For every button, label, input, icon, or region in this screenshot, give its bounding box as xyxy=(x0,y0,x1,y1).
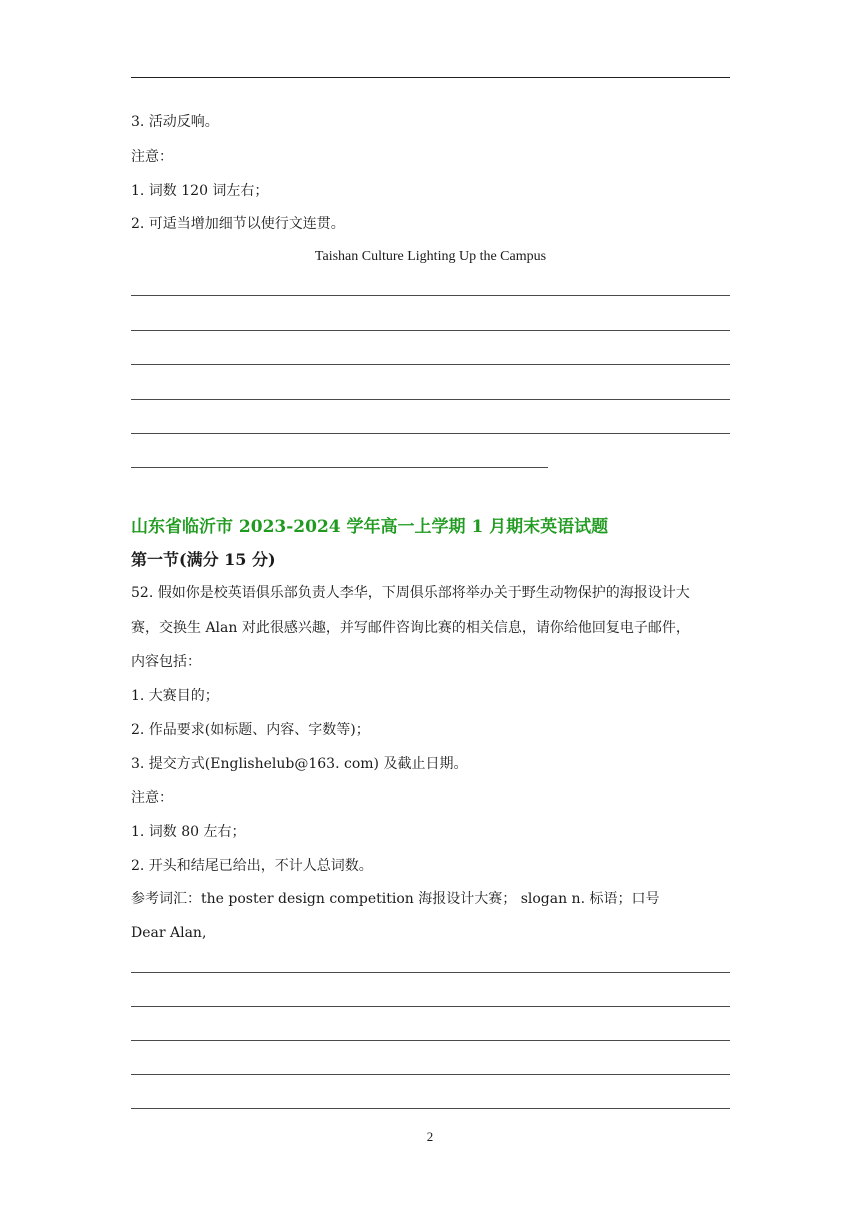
writing-line xyxy=(131,1074,730,1075)
item-3: 3. 活动反响。 xyxy=(131,114,219,130)
note-label: 注意： xyxy=(131,149,173,165)
writing-line xyxy=(131,295,730,296)
writing-line xyxy=(131,1040,730,1041)
note-1: 1. 词数 120 词左右； xyxy=(131,183,269,199)
greeting: Dear Alan, xyxy=(131,925,207,941)
header-rule xyxy=(131,77,730,78)
exam-title: 山东省临沂市 2023-2024 学年高一上学期 1 月期末英语试题 xyxy=(131,517,609,537)
question-line-1: 52. 假如你是校英语俱乐部负责人李华，下周俱乐部将举办关于野生动物保护的海报设计大 xyxy=(131,585,690,601)
writing-line xyxy=(131,972,730,973)
writing-line-short xyxy=(131,467,548,468)
essay-title: Taishan Culture Lighting Up the Campus xyxy=(314,249,547,264)
writing-line xyxy=(131,330,730,331)
question-line-2: 赛，交换生 Alan 对此很感兴趣，并写邮件咨询比赛的相关信息，请你给他回复电子邮件， xyxy=(131,620,690,636)
writing-line xyxy=(131,433,730,434)
exam-note-2: 2. 开头和结尾已给出，不计人总词数。 xyxy=(131,858,373,874)
requirement-3: 3. 提交方式(Englishelub@163. com) 及截止日期。 xyxy=(131,756,468,772)
section-heading: 第一节(满分 15 分) xyxy=(131,550,276,569)
requirement-1: 1. 大赛目的； xyxy=(131,688,219,704)
writing-line xyxy=(131,364,730,365)
question-line-3: 内容包括： xyxy=(131,654,201,670)
writing-line xyxy=(131,1006,730,1007)
page-number: 2 xyxy=(426,1129,434,1144)
writing-line xyxy=(131,1108,730,1109)
writing-line xyxy=(131,399,730,400)
exam-note-label: 注意： xyxy=(131,790,173,806)
note-2: 2. 可适当增加细节以使行文连贯。 xyxy=(131,216,345,232)
vocabulary: 参考词汇：the poster design competition 海报设计大赛； slogan n. 标语；口号 xyxy=(131,891,660,907)
requirement-2: 2. 作品要求(如标题、内容、字数等)； xyxy=(131,722,370,738)
exam-note-1: 1. 词数 80 左右； xyxy=(131,824,246,840)
